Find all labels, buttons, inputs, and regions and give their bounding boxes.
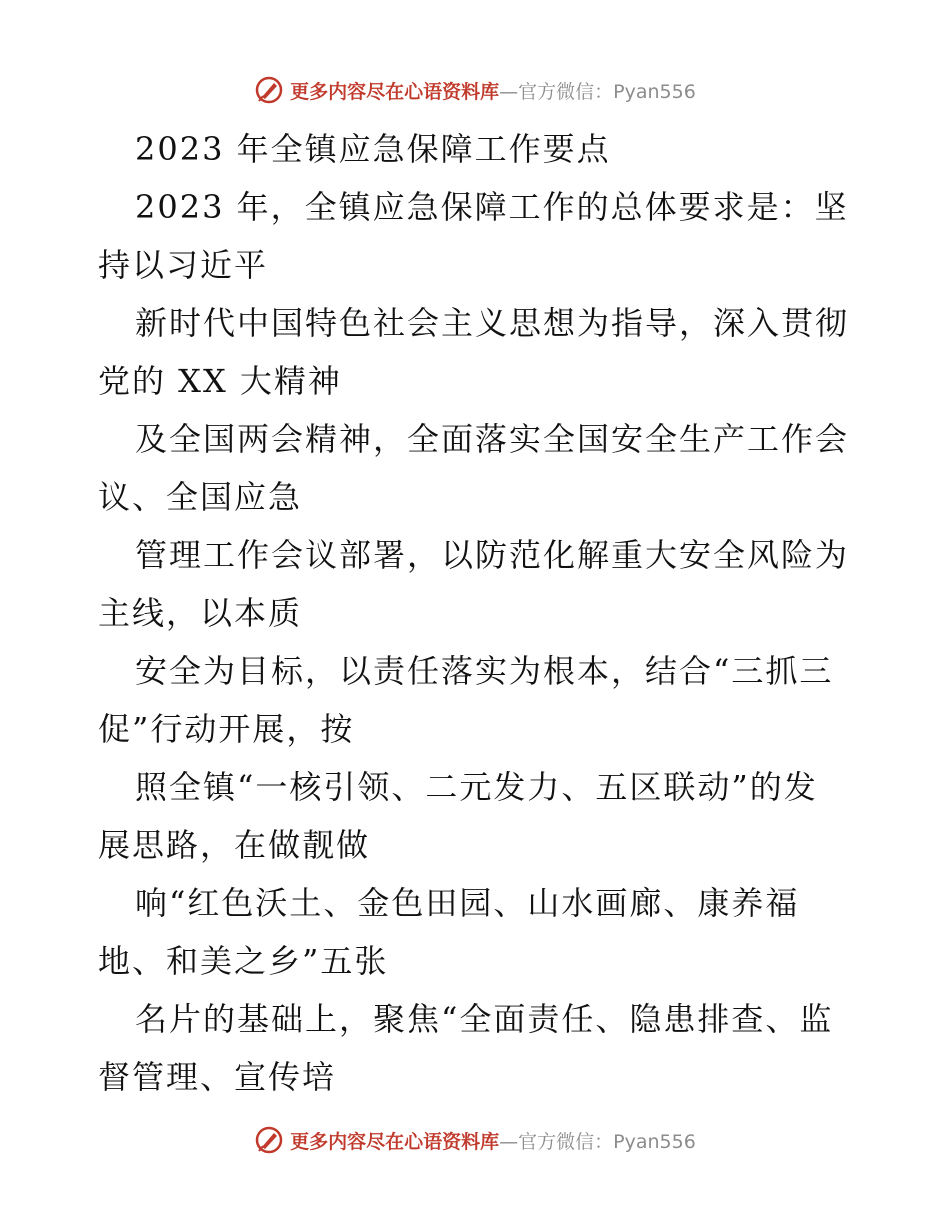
watermark-red-text: 更多内容尽在心语资料库 (290, 1130, 500, 1153)
paragraph-line: 督管理、宣传培 (98, 1058, 337, 1096)
paragraph-line: 主线，以本质 (98, 594, 303, 632)
watermark-grey-text: —官方微信：Pyan556 (499, 80, 696, 103)
paragraph-line: 及全国两会精神，全面落实全国安全生产工作会 (135, 420, 850, 458)
watermark-grey-text: —官方微信：Pyan556 (499, 1130, 696, 1153)
footer-watermark (0, 1120, 950, 1160)
paragraph-line: 新时代中国特色社会主义思想为指导，深入贯彻 (135, 304, 850, 342)
paragraph-line: 持以习近平 (98, 246, 269, 284)
paragraph-line: 响“红色沃土、金色田园、山水画廊、康养福 (135, 884, 800, 922)
quill-logo-icon (254, 1125, 284, 1155)
paragraph-line: 照全镇“一核引领、二元发力、五区联动”的发 (135, 768, 818, 806)
quill-logo-icon (254, 75, 284, 105)
paragraph-line: 名片的基础上，聚焦“全面责任、隐患排查、监 (135, 1000, 834, 1038)
document-title: 2023 年全镇应急保障工作要点 (135, 130, 611, 168)
paragraph-line: 展思路，在做靓做 (98, 826, 371, 864)
paragraph-line: 议、全国应急 (98, 478, 303, 516)
watermark-red-text: 更多内容尽在心语资料库 (290, 80, 500, 103)
document-body (98, 120, 858, 1106)
paragraph-line: 2023 年，全镇应急保障工作的总体要求是：坚 (135, 188, 849, 226)
paragraph-line: 管理工作会议部署，以防范化解重大安全风险为 (135, 536, 850, 574)
paragraph-line: 地、和美之乡”五张 (98, 942, 389, 980)
paragraph-line: 党的 XX 大精神 (98, 362, 342, 400)
header-watermark (0, 70, 950, 110)
paragraph-line: 促”行动开展，按 (98, 710, 355, 748)
paragraph-line: 安全为目标，以责任落实为根本，结合“三抓三 (135, 652, 834, 690)
